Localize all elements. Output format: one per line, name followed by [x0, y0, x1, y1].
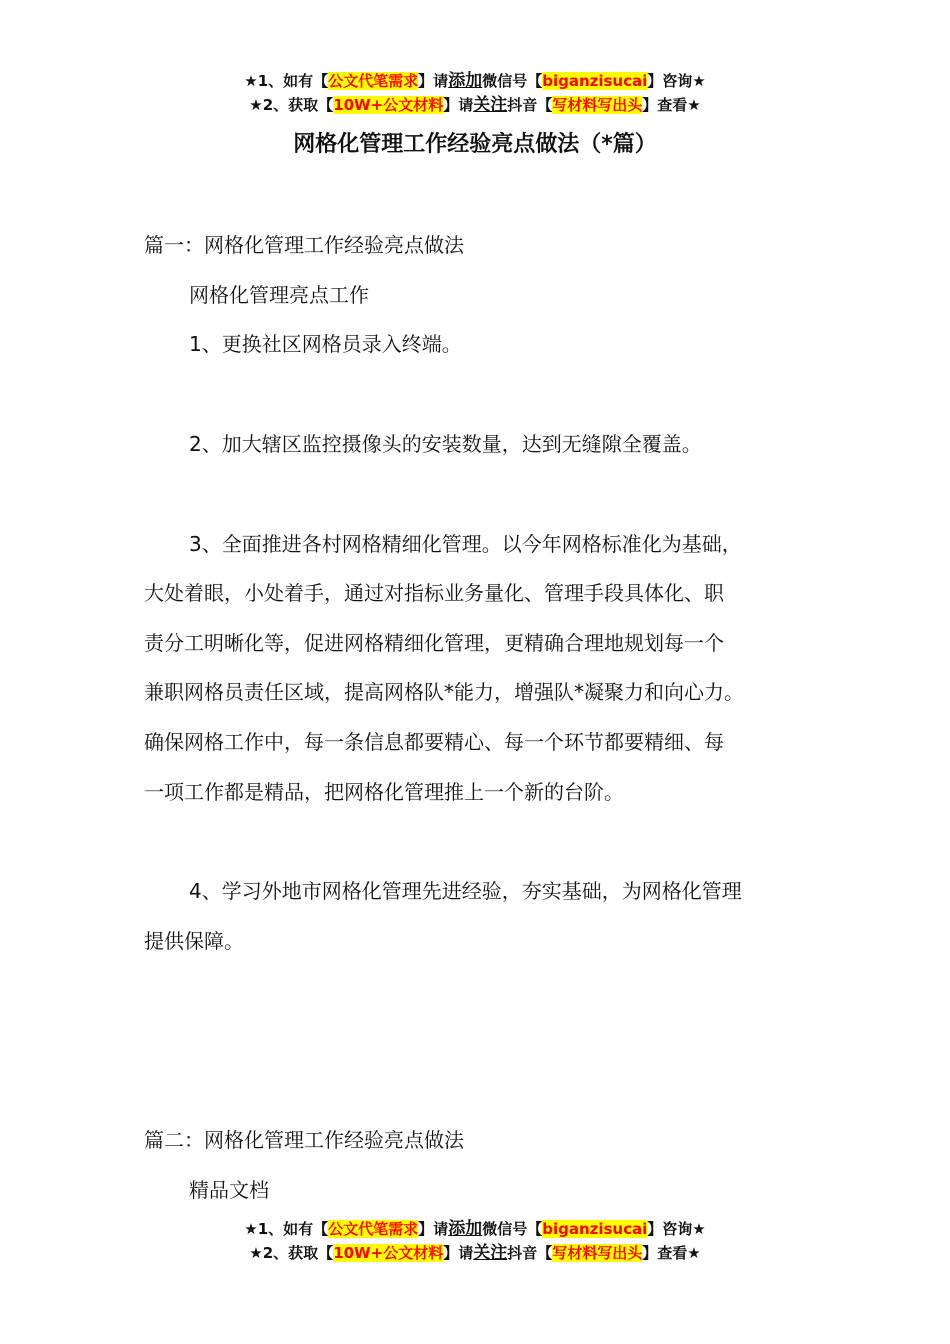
promo-banner-bottom-line-2: [0, 1242, 950, 1264]
highlight-douyin-account: 写材料写出头: [552, 1244, 643, 1262]
item-3-line: 一项工作都是精品，把网格化管理推上一个新的台阶。: [144, 780, 624, 804]
item-3-line: 确保网格工作中，每一条信息都要精心、每一个环节都要精细、每: [144, 730, 724, 754]
banner-text: 微信号【: [482, 1220, 543, 1238]
banner-text: 】请: [443, 1244, 474, 1262]
banner-text: 抖音【: [507, 1244, 553, 1262]
part2-subheading: 精品文档: [189, 1178, 269, 1202]
banner-text: ★1、如有【: [244, 1220, 329, 1238]
highlight-materials: 10W+公文材料: [333, 96, 444, 114]
document-title: 网格化管理工作经验亮点做法（*篇）: [293, 132, 657, 157]
underlined-follow: 关注: [473, 95, 508, 115]
banner-text: 】请: [418, 1220, 449, 1238]
item-1: 1、更换社区网格员录入终端。: [189, 332, 462, 356]
item-4-line: 4、学习外地市网格化管理先进经验，夯实基础，为网格化管理: [189, 879, 742, 903]
promo-banner-bottom-line-1: [0, 1218, 950, 1240]
item-4-line: 提供保障。: [144, 929, 244, 953]
highlight-wechat-id: biganzisucai: [542, 72, 648, 90]
part1-subheading: 网格化管理亮点工作: [189, 283, 369, 307]
promo-banner-top-line-1: [0, 70, 950, 92]
highlight-wechat-id: biganzisucai: [542, 1220, 648, 1238]
promo-banner-top-line-2: [0, 94, 950, 116]
banner-text: 微信号【: [482, 72, 543, 90]
banner-text: 抖音【: [507, 96, 553, 114]
banner-text: 】请: [443, 96, 474, 114]
part1-heading: 篇一：网格化管理工作经验亮点做法: [144, 233, 464, 257]
highlight-douyin-account: 写材料写出头: [552, 96, 643, 114]
underlined-add: 添加: [448, 1219, 483, 1239]
banner-text: 】查看★: [642, 1244, 701, 1262]
banner-text: 】查看★: [642, 96, 701, 114]
banner-text: 】请: [418, 72, 449, 90]
highlight-materials: 10W+公文材料: [333, 1244, 444, 1262]
underlined-add: 添加: [448, 71, 483, 91]
part2-heading: 篇二：网格化管理工作经验亮点做法: [144, 1128, 464, 1152]
item-2: 2、加大辖区监控摄像头的安装数量，达到无缝隙全覆盖。: [189, 432, 702, 456]
banner-text: ★1、如有【: [244, 72, 329, 90]
banner-text: ★2、获取【: [249, 96, 334, 114]
banner-text: ★2、获取【: [249, 1244, 334, 1262]
highlight-ghostwriting: 公文代笔需求: [328, 72, 419, 90]
item-3-line: 兼职网格员责任区域，提高网格队*能力，增强队*凝聚力和向心力。: [144, 680, 744, 704]
item-3-line: 3、全面推进各村网格精细化管理。以今年网格标准化为基础，: [189, 532, 742, 556]
item-3-line: 大处着眼，小处着手，通过对指标业务量化、管理手段具体化、职: [144, 581, 724, 605]
banner-text: 】咨询★: [647, 1220, 706, 1238]
underlined-follow: 关注: [473, 1243, 508, 1263]
highlight-ghostwriting: 公文代笔需求: [328, 1220, 419, 1238]
banner-text: 】咨询★: [647, 72, 706, 90]
item-3-line: 责分工明晰化等，促进网格精细化管理，更精确合理地规划每一个: [144, 631, 724, 655]
